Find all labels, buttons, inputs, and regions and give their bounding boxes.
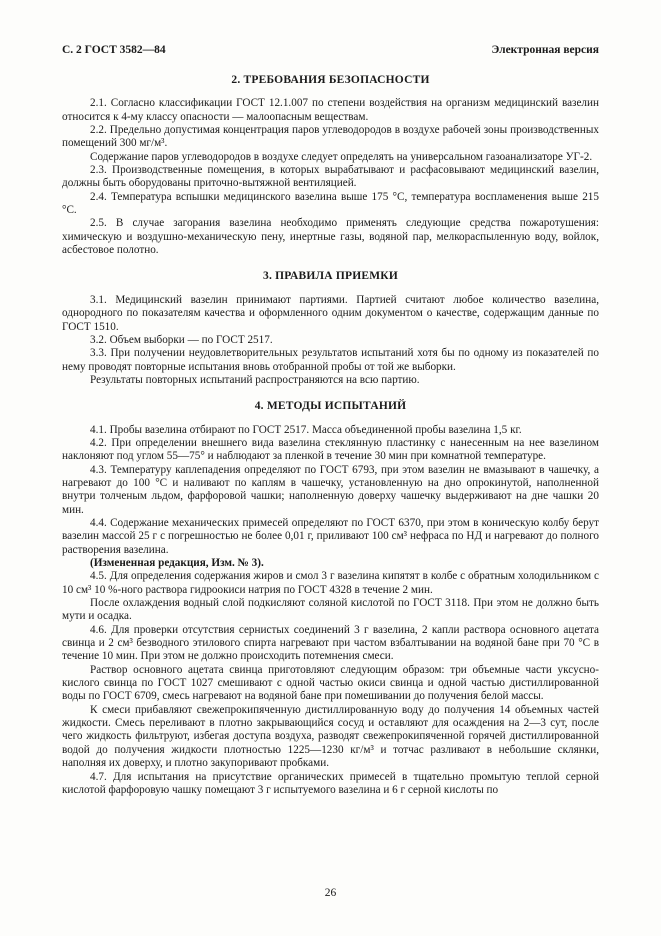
paragraph-3-3-note: Результаты повторных испытаний распространяются на всю партию. [90,373,420,386]
paragraph-4-7: 4.7. Для испытания на присутствие органических примесей в тщательно промытую теплой серной кислотой фарфоровую чашку помещают 3 г испытуемого вазелина и 6 г серной кислоты по [62,770,599,796]
paragraph-4-3: 4.3. Температуру каплепадения определяют по ГОСТ 6793, при этом вазелин не вмазывают в чашечку, а нагревают до 100 °С и наливают по каплям в чашечку, установленную на дно опрокинутой, наполненной внутри толченым льдом, фарфоровой чашки; наполненную доверху чашечку выдерживают на дне чашки 20 мин. [62,463,599,516]
paragraph-2-2: 2.2. Предельно допустимая концентрация паров углеводородов в воздухе рабочей зоны производственных помещений 300 мг/м³. [62,124,599,150]
paragraph-3-2: 3.2. Объем выборки — по ГОСТ 2517. [90,333,273,346]
paragraph-4-5: 4.5. Для определения содержания жиров и смол 3 г вазелина кипятят в колбе с обратным холодильником с 10 см³ 10 %-ного раствора гидроокиси натрия по ГОСТ 4328 в течение 2 мин. [62,570,599,596]
header-standard-ref: С. 2 ГОСТ 3582—84 [62,44,166,56]
paragraph-2-2-note: Содержание паров углеводородов в воздухе следует определять на универсальном газоанализаторе УГ-2. [90,150,593,163]
paragraph-4-6-reagent: Раствор основного ацетата свинца приготовляют следующим образом: три объемные части уксусно-кислого свинца по ГОСТ 1027 смешивают с одной частью окиси свинца и одной частью дистиллированной воды по ГОСТ 6709, смесь нагревают на водяной бане при помешивании до получения белой массы. [62,663,599,703]
paragraph-3-3: 3.3. При получении неудовлетворительных результатов испытаний хотя бы по одному из показателей по нему проводят повторные испытания вновь отобранной пробы от той же выборки. [62,347,599,373]
paragraph-4-2: 4.2. При определении внешнего вида вазелина стеклянную пластинку с нанесенным на нее вазелином наклоняют под углом 55—75° и наблюдают за пленкой в течение 30 мин при комнатной температуре. [62,436,599,463]
section-title-safety: 2. ТРЕБОВАНИЯ БЕЗОПАСНОСТИ [231,74,430,86]
header-edition-label: Электронная версия [491,44,599,56]
paragraph-2-1: 2.1. Согласно классификации ГОСТ 12.1.007 по степени воздействия на организм медицинский вазелин относится к 4-му классу опасности — малоопасным веществам. [62,97,599,123]
paragraph-2-5: 2.5. В случае загорания вазелина необходимо применять следующие средства пожаротушения: химическую и воздушно-механическую пену, инертные газы, водяной пар, мелкораспыленную воду, войлок, асбестовое полотно. [62,217,599,257]
page-number: 26 [324,887,337,899]
paragraph-4-1: 4.1. Пробы вазелина отбирают по ГОСТ 2517. Масса объединенной пробы вазелина 1,5 кг. [90,423,522,436]
section-title-acceptance: 3. ПРАВИЛА ПРИЕМКИ [263,270,398,283]
paragraph-3-1: 3.1. Медицинский вазелин принимают партиями. Партией считают любое количество вазелина, однородного по показателям качества и оформленного одним документом о качестве, содержащим данные по ГОСТ 1510. [62,293,599,333]
amendment-note: (Измененная редакция, Изм. № 3). [90,557,264,569]
paragraph-4-5-note: После охлаждения водный слой подкисляют соляной кислотой по ГОСТ 3118. При этом не должно быть мути и осадка. [62,597,599,623]
paragraph-4-6-dilution: К смеси прибавляют свежепрокипяченную дистиллированную воду до получения 14 объемных частей жидкости. Смесь переливают в плотно закрывающийся сосуд и оставляют для осаждения на 2—3 сут, после чего жидкость фильтруют, избегая доступа воздуха, разводят свежепрокипяченной горячей дистиллированной водой до получения жидкости плотностью 1225—1230 кг/м³ и тотчас разливают в небольшие склянки, наполняя их доверху, и плотно закупоривают пробками. [62,703,599,770]
paragraph-2-4: 2.4. Температура вспышки медицинского вазелина выше 175 °С, температура воспламенения выше 215 °С. [62,190,599,217]
paragraph-2-3: 2.3. Производственные помещения, в которых вырабатывают и расфасовывают медицинский вазелин, должны быть оборудованы приточно-вытяжной вентиляцией. [62,164,599,190]
document-body [62,74,599,797]
section-title-test-methods: 4. МЕТОДЫ ИСПЫТАНИЙ [254,400,407,413]
paragraph-4-6: 4.6. Для проверки отсутствия сернистых соединений 3 г вазелина, 2 капли раствора основного ацетата свинца и 2 см³ безводного этилового спирта нагревают при частом взбалтывании на водяной бане при 70 °С в течение 10 мин. При этом не должно происходить потемнения смеси. [62,623,599,663]
paragraph-4-4: 4.4. Содержание механических примесей определяют по ГОСТ 6370, при этом в коническую колбу берут вазелин массой 25 г с погрешностью не более 0,01 г, приливают 100 см³ нефраса по НД и нагревают до полного растворения вазелина. [62,516,599,556]
